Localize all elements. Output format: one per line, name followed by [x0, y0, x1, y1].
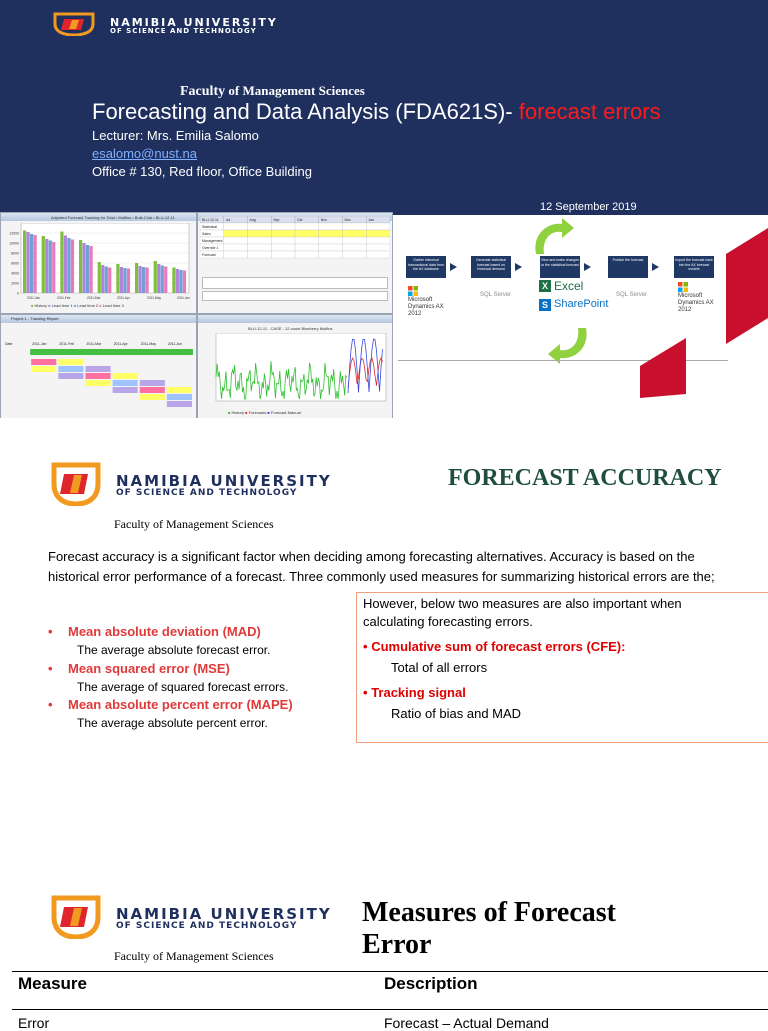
bar [139, 266, 142, 293]
cycle-arrow-top-icon [528, 218, 588, 258]
university-name: NAMIBIA UNIVERSITY [110, 16, 278, 29]
table-header-label: BLU-12-11 [202, 218, 219, 222]
sharepoint-label: SharePoint [554, 298, 609, 310]
measure-mse [48, 661, 230, 676]
faculty-label: Faculty of Management Sciences [114, 517, 274, 531]
sql-server-right-label: SQL Server [616, 292, 648, 298]
legend-lead2: Lead time 2 [77, 303, 99, 308]
measure-mape-desc: The average absolute percent error. [77, 716, 268, 730]
additional-measures-intro: However, below two measures are also important when calculating forecasting errors. [363, 596, 682, 629]
bar [86, 245, 89, 293]
forecast-process-diagram [398, 218, 768, 418]
sharepoint-icon: S [539, 299, 551, 311]
bar [27, 232, 30, 293]
grid-header-label: 2011-Jun [167, 342, 183, 346]
bar [135, 263, 138, 293]
legend-history: History [34, 303, 47, 308]
grid-cell [113, 380, 138, 386]
flow-step-generate: Generate statistical forecast based on historical demand [471, 256, 511, 278]
university-subtitle: OF SCIENCE AND TECHNOLOGY [110, 27, 257, 35]
line-chart [202, 333, 388, 409]
table-cell [271, 230, 295, 237]
legend-forecasts: Forecasts [248, 410, 267, 415]
table-header-label: Oct [297, 218, 303, 222]
bar [34, 235, 37, 293]
y-tick-label: 4000 [11, 271, 19, 276]
bar [164, 267, 167, 294]
x-tick-label: 2011-May [147, 296, 161, 300]
table-cell [319, 244, 343, 251]
bullet-icon: • [363, 639, 368, 654]
table-cell [366, 223, 390, 230]
flow-step-publish: Publish the forecast [608, 256, 648, 278]
table-cell [248, 223, 272, 230]
chart-title: Adjusted Forecast Tracking for Total • Muffins • Bulk-Club • BLU-12-11 [51, 215, 175, 220]
table-cell [295, 223, 319, 230]
y-tick-label: 2000 [11, 281, 19, 286]
grid-cell [167, 394, 192, 400]
legend-lead1: Lead time 1 [51, 303, 73, 308]
bar [23, 231, 26, 294]
table-cell [319, 230, 343, 237]
slide-title: FORECAST ACCURACY [448, 465, 722, 491]
bar [179, 270, 182, 293]
x-tick-label: 2011-Feb [57, 296, 71, 300]
table-cell [295, 244, 319, 251]
university-name: NAMIBIA UNIVERSITY [116, 472, 332, 490]
line-chart-legend: ■ History ■ Forecasts ■ Forecast Manual [228, 410, 301, 415]
grid-cell [113, 387, 138, 393]
university-logo-icon [50, 895, 102, 939]
bar [172, 268, 175, 294]
measure-mad-desc: The average absolute forecast error. [77, 643, 271, 657]
table-header-label: Nov [320, 218, 327, 222]
course-title-highlight: forecast errors [518, 99, 661, 124]
bar [90, 246, 93, 293]
table-cell [343, 251, 367, 258]
bar [101, 265, 104, 293]
grid-header-label: 2011-Apr [113, 342, 128, 346]
table-cell [366, 244, 390, 251]
table-cell-description: Forecast – Actual Demand [384, 1015, 549, 1031]
grid-cell [167, 401, 192, 407]
grid-cell [58, 359, 83, 365]
bar [105, 267, 108, 294]
table-cell [271, 244, 295, 251]
comment-field[interactable] [202, 291, 388, 301]
table-cell [224, 244, 248, 251]
column-header-description: Description [384, 974, 478, 993]
flow-step-gather: Gather historical transactional data from the AX database [406, 256, 446, 278]
bullet-icon: • [48, 624, 53, 639]
table-row-label: Management [202, 239, 223, 243]
bullet-icon: • [363, 685, 368, 700]
formula-field[interactable] [202, 277, 388, 289]
bar-chart-screenshot [0, 212, 197, 314]
bar [52, 242, 55, 293]
bar [79, 240, 82, 293]
table-cell [248, 230, 272, 237]
measure-name: Mean absolute deviation (MAD) [68, 624, 261, 639]
y-tick-label: 10000 [9, 241, 19, 246]
excel-icon: X [539, 280, 551, 292]
tracking-grid [3, 327, 193, 417]
decorative-red-shape [640, 226, 768, 398]
legend-forecast-manual: Forecast Manual [270, 410, 301, 415]
flow-arrow-2 [515, 263, 522, 271]
table-cell [248, 251, 272, 258]
bar [154, 261, 157, 293]
measure-name: Cumulative sum of forecast errors (CFE): [371, 639, 626, 654]
microsoft-logo-icon [408, 286, 418, 296]
faculty-first-word: Faculty [180, 84, 226, 99]
table-cell [248, 237, 272, 244]
university-subtitle: OF SCIENCE AND TECHNOLOGY [116, 488, 298, 498]
legend-history: History [231, 410, 244, 415]
faculty-label [180, 83, 365, 100]
table-cell [224, 230, 248, 237]
grid-header-label: 2011-Jan [32, 342, 47, 346]
table-header-label: Jan [368, 218, 374, 222]
bar [116, 264, 119, 293]
grid-cell [85, 373, 110, 379]
y-tick-label: 0 [17, 291, 19, 296]
university-subtitle: OF SCIENCE AND TECHNOLOGY [116, 921, 298, 931]
bar [71, 240, 74, 294]
table-cell [366, 237, 390, 244]
bar [49, 241, 52, 294]
university-name: NAMIBIA UNIVERSITY [116, 905, 332, 923]
y-tick-label: 6000 [11, 261, 19, 266]
x-tick-label: 2011-Jan [27, 296, 41, 300]
bar [98, 262, 101, 293]
table-cell-measure: Error [18, 1015, 50, 1031]
x-tick-label: 2011-Mar [87, 296, 101, 300]
dynamics-right-label: Microsoft Dynamics AX 2012 [678, 293, 714, 313]
table-cell [295, 237, 319, 244]
table-cell [271, 251, 295, 258]
table-header-label: Aug [249, 218, 256, 222]
bar [67, 238, 70, 293]
university-logo-icon [50, 462, 102, 506]
table-row-label: Forecast [202, 253, 216, 257]
table-cell [224, 251, 248, 258]
table-cell [271, 223, 295, 230]
slide-title: Measures of Forecast Error [362, 897, 616, 960]
measure-mape [48, 697, 293, 712]
bar [45, 239, 48, 293]
bar [146, 268, 149, 294]
grid-header-label: 2011-May [140, 342, 157, 346]
flow-arrow-3 [584, 263, 591, 271]
grid-cell [140, 380, 165, 386]
cycle-arrow-bottom-icon [534, 324, 594, 364]
table-cell [295, 251, 319, 258]
table-row-label: Sales [202, 232, 211, 236]
table-cell [224, 223, 248, 230]
table-cell [366, 230, 390, 237]
y-tick-label: 12000 [9, 231, 19, 236]
legend-lead3: Lead time 3 [102, 303, 124, 308]
office-location: Office # 130, Red floor, Office Building [92, 164, 312, 179]
forecast-table-screenshot [197, 212, 393, 314]
table-cell [343, 244, 367, 251]
accuracy-intro-text: Forecast accuracy is a significant factor when deciding among forecasting alternatives. Accuracy is based on the historical error performance of a forecast. Three commonly used measures for summarizing historical errors are the; [48, 549, 715, 584]
bar [183, 271, 186, 294]
measure-tracking-signal-desc: Ratio of bias and MAD [391, 706, 522, 721]
faculty-rest: of Management Sciences [228, 83, 365, 98]
grid-actual-row [30, 349, 193, 355]
bar [60, 232, 63, 294]
measure-name: Mean absolute percent error (MAPE) [68, 697, 293, 712]
tracking-report-screenshot [0, 314, 197, 418]
grid-cell [140, 387, 165, 393]
measure-name: Mean squared error (MSE) [68, 661, 230, 676]
table-cell [319, 223, 343, 230]
bar [30, 234, 33, 293]
table-row-label: Override 1 [202, 246, 219, 250]
table-top-rule [12, 971, 768, 972]
table-cell [248, 244, 272, 251]
measure-mad [48, 624, 261, 639]
faculty-label: Faculty of Management Sciences [114, 949, 274, 963]
title-slide-header [0, 0, 768, 215]
table-header-label: Jul [225, 218, 231, 222]
bar [176, 269, 179, 293]
lecturer-email-link[interactable]: esalomo@nust.na [92, 146, 197, 161]
table-cell [224, 237, 248, 244]
bullet-icon: • [48, 697, 53, 712]
table-cell [319, 251, 343, 258]
grid-cell [113, 373, 138, 379]
y-tick-label: 8000 [11, 251, 19, 256]
measure-cfe-desc: Total of all errors [391, 660, 488, 675]
bar-chart [7, 223, 191, 303]
grid-cell [58, 373, 83, 379]
lecturer-name: Lecturer: Mrs. Emilia Salomo [92, 128, 259, 143]
table-row-label: Statistical [202, 225, 217, 229]
grid-cell [58, 366, 83, 372]
table-cell [319, 237, 343, 244]
table-header-label: Sep [273, 218, 280, 222]
x-tick-label: 2011-Apr [117, 296, 130, 300]
title-slide [0, 0, 768, 418]
table-cell [343, 223, 367, 230]
table-cell [295, 230, 319, 237]
line-chart-title: BLU-12-11 - CASE - 12 count Blueberry Muffins [248, 326, 333, 331]
grid-cell [140, 394, 165, 400]
bar [127, 269, 130, 294]
grid-title: Project 1 - Tracking Report [11, 316, 59, 321]
dynamics-left-label: Microsoft Dynamics AX 2012 [408, 297, 444, 317]
bullet-icon: • [48, 661, 53, 676]
measure-name: Tracking signal [371, 685, 466, 700]
excel-label: Excel [554, 279, 584, 293]
flow-step-view: View and make changes to the statistical forecast [540, 256, 580, 278]
grid-header-label: 2011-Mar [86, 342, 102, 346]
bar [123, 268, 126, 293]
x-tick-label: 2011-Jun [177, 296, 191, 300]
bar [42, 236, 45, 293]
grid-cell [85, 366, 110, 372]
table-cell [343, 230, 367, 237]
flow-arrow-1 [450, 263, 457, 271]
bar [142, 267, 145, 293]
column-header-measure: Measure [18, 974, 87, 993]
bar [120, 267, 123, 293]
measure-cfe [363, 639, 625, 654]
forecast-table [200, 216, 390, 276]
course-title [92, 99, 661, 125]
university-logo-icon [52, 12, 96, 36]
grid-cell [31, 366, 56, 372]
bar [161, 266, 164, 294]
grid-cell [85, 380, 110, 386]
table-cell [366, 251, 390, 258]
window-titlebar [198, 315, 392, 323]
table-header-label: Dec [344, 218, 351, 222]
bar [157, 264, 160, 293]
bar [83, 243, 86, 293]
bar [108, 268, 111, 294]
table-cell [271, 237, 295, 244]
grid-cell [167, 387, 192, 393]
presentation-date: 12 September 2019 [540, 201, 637, 213]
grid-cell [31, 359, 56, 365]
table-cell [343, 237, 367, 244]
course-title-main: Forecasting and Data Analysis (FDA621S)- [92, 99, 513, 124]
chart-legend: ■ History ■ Lead time 1 ■ Lead time 2 ■ Lead time 3 [31, 303, 124, 308]
measure-tracking-signal [363, 685, 466, 700]
additional-measures-box [356, 592, 768, 743]
grid-header-label: Date [5, 342, 13, 346]
sql-server-left-label: SQL Server [480, 292, 512, 298]
grid-header-label: 2011-Feb [59, 342, 75, 346]
bar [64, 236, 67, 294]
table-header-rule [12, 1009, 768, 1010]
flow-step-import: Import the forecast back into the AX forecast models [674, 256, 714, 278]
line-chart-screenshot [197, 314, 393, 418]
measure-mse-desc: The average of squared forecast errors. [77, 680, 289, 694]
